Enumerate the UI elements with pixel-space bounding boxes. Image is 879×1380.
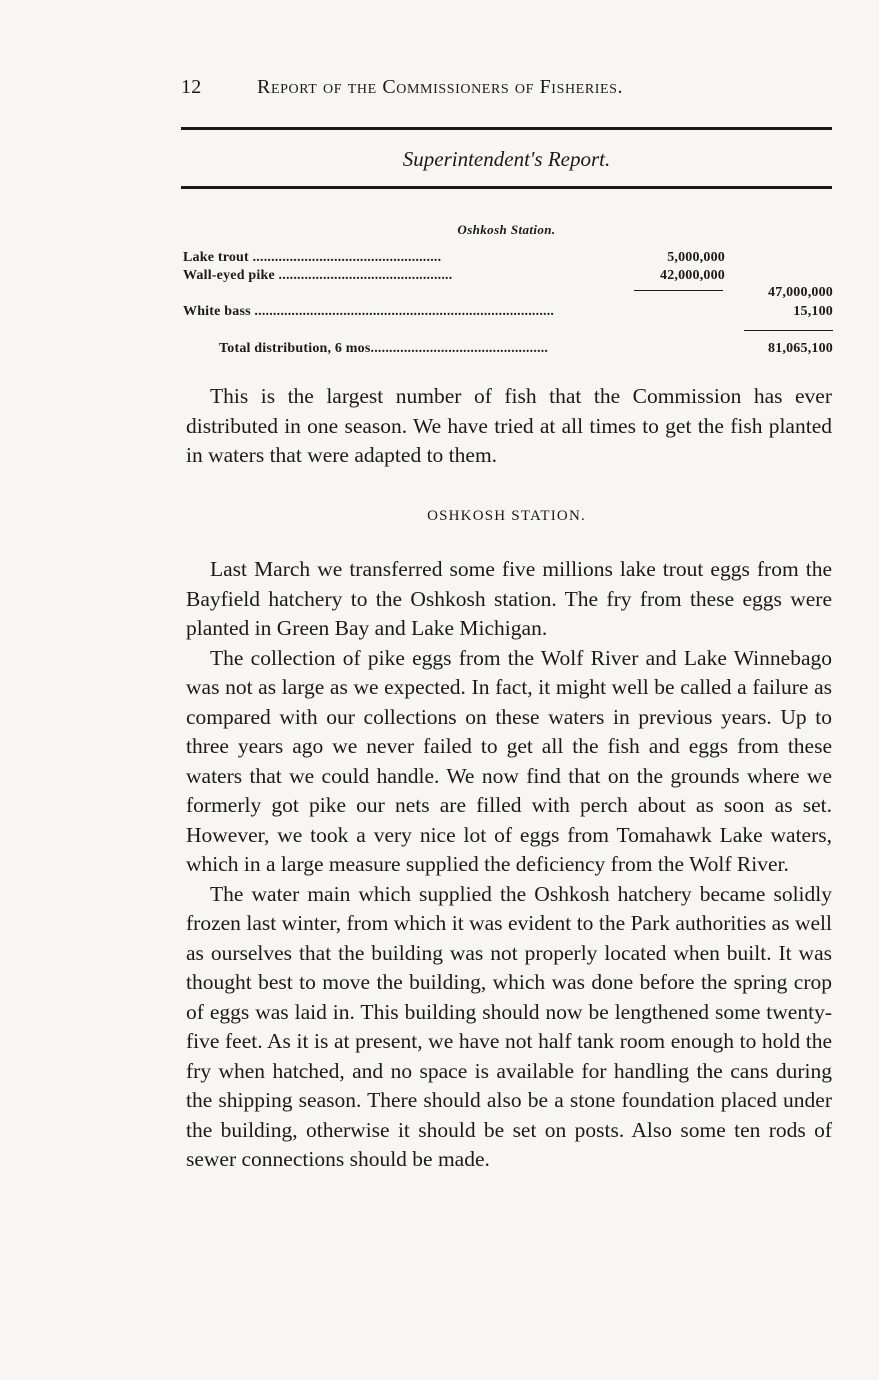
paragraph [186, 382, 832, 471]
body-section [186, 555, 832, 1175]
section-heading: Superintendent's Report. [402, 147, 611, 171]
subtotal-value: 47,000,000 [768, 285, 833, 300]
bottom-rule [181, 186, 832, 189]
row-label: White bass ................................................................................. [183, 304, 555, 319]
paragraph-text: The water main which supplied the Oshkosh hatchery became solidly frozen last winter, from which it was evident to the Park authorities as well as ourselves that the building was not properly located when built. It was thought best to move the building, which was done before the spring crop of eggs was laid in. This building should now be lengthened some twenty-five feet. As it is at present, we have not half tank room enough to hold the fry when hatched, and no space is available for handling the cans during the shipping season. There should also be a stone foundation placed under the building, otherwise it should be set on posts. Also some ten rods of sewer connections should be made. [186, 881, 832, 1171]
paragraph-text: This is the largest number of fish that the Commission has ever distributed in one season. We have tried at all times to get the fish planted in waters that were adapted to them. [186, 384, 832, 467]
running-title: Report of the Commissioners of Fisheries. [257, 76, 624, 98]
table-row [183, 304, 833, 322]
table-total-row [219, 341, 833, 359]
running-head [181, 76, 831, 99]
top-rule [181, 127, 832, 130]
total-label: Total distribution, 6 mos................................................ [219, 341, 549, 356]
table-row [183, 268, 833, 286]
paragraph-text: The collection of pike eggs from the Wolf River and Lake Winnebago was not as large as we expected. In fact, it might well be called a failure as compared with our collections on these waters in previous years. Up to three years ago we never failed to get all the fish and eggs from these waters that we could handle. We now find that on the grounds where we formerly got pike our nets are filled with perch about as soon as set. However, we took a very nice lot of eggs from Tomahawk Lake waters, which in a large measure supplied the deficiency from the Wolf River. [186, 645, 832, 876]
page-number: 12 [181, 76, 202, 98]
row-label: Lake trout ................................................... [183, 250, 442, 265]
table-row [183, 250, 833, 268]
row-label: Wall-eyed pike ............................................... [183, 268, 453, 283]
table-row [183, 285, 833, 303]
row-value: 42,000,000 [660, 268, 725, 283]
table-title: Oshkosh Station. [457, 222, 556, 237]
sum-rule [744, 330, 833, 331]
subheading: OSHKOSH STATION. [427, 508, 586, 524]
total-value: 81,065,100 [768, 341, 833, 356]
paragraph-text: Last March we transferred some five millions lake trout eggs from the Bayfield hatchery to the Oshkosh station. The fry from these eggs were planted in Green Bay and Lake Michigan. [186, 557, 832, 640]
row-value: 5,000,000 [667, 250, 725, 265]
row-value: 15,100 [793, 304, 833, 319]
